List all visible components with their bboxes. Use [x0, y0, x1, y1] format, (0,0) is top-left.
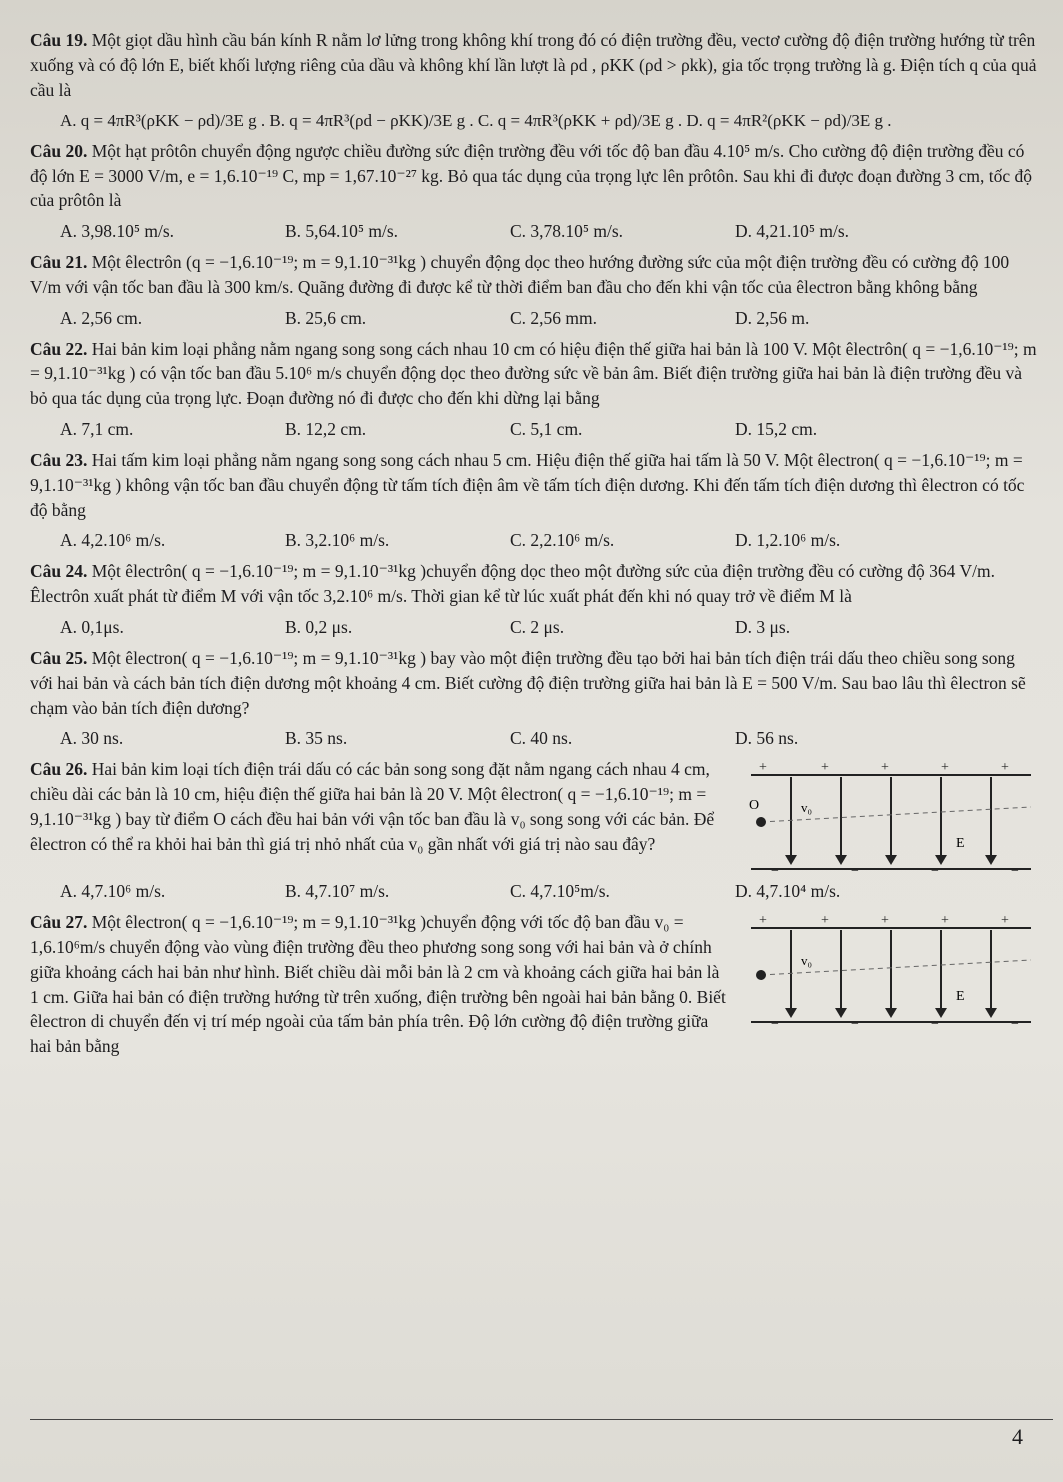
question-25: [30, 646, 1041, 721]
plus-sign: +: [759, 913, 767, 929]
option-c: C. 2 μs.: [510, 617, 565, 637]
question-title: Câu 20.: [30, 140, 88, 161]
plus-sign: +: [759, 760, 767, 776]
plus-sign: +: [941, 913, 949, 929]
option-b: B. 12,2 cm.: [285, 419, 367, 440]
electron-dot: [756, 817, 766, 827]
question-title: Câu 23.: [30, 449, 88, 470]
question-19: [30, 28, 1041, 103]
origin-label: O: [749, 798, 760, 814]
option-b: B. 4,7.10⁷ m/s.: [285, 881, 390, 902]
minus-sign: −: [771, 1017, 779, 1031]
option-d: D. 56 ns.: [735, 728, 799, 749]
minus-sign: −: [851, 1017, 859, 1031]
capacitor-figure-27: [741, 910, 1041, 1030]
question-title: Câu 21.: [30, 252, 88, 273]
question-19-options: A. q = 4πR³(ρKK − ρd)/3E g . B. q = 4πR³(ρd − ρKK)/3E g . C. q = 4πR³(ρKK + ρd)/3E g . D. q = 4πR²(ρKK − ρd)/3E g .: [60, 110, 892, 130]
option-d: D. 2,56 m.: [735, 307, 810, 328]
question-text: Hai bản kim loại tích điện trái dấu có các bản song song đặt nằm ngang cách nhau 4 cm, chiều dài các bản là 10 cm, hiệu điện thế giữa hai bản là 20 V. Một êlectron( q = −1,6.10⁻¹⁹; m = 9,1.10⁻³¹kg ) bay từ điểm O cách đều hai bản với vận tốc ban đầu là v₀ song song với các bản. Để êlectron có thể ra khỏi hai bản thì giá trị nhỏ nhất của v₀ gần nhất với giá trị nào sau đây?: [30, 759, 715, 854]
question-26: [30, 757, 731, 856]
plus-sign: +: [1001, 913, 1009, 929]
option-c: C. 2,2.10⁶ m/s.: [510, 530, 615, 551]
question-title: Câu 24.: [30, 561, 88, 582]
question-24: [30, 559, 1041, 609]
question-title: Câu 27.: [30, 912, 88, 933]
option-b: B. 3,2.10⁶ m/s.: [285, 530, 390, 551]
question-22: [30, 337, 1041, 412]
option-a: A. 3,98.10⁵ m/s.: [60, 221, 175, 242]
electron-dot: [756, 970, 766, 980]
question-text: Một hạt prôtôn chuyển động ngược chiều đường sức điện trường đều với tốc độ ban đầu 4.10⁵ m/s. Cho cường độ điện trường đều có độ lớn E = 3000 V/m, e = 1,6.10⁻¹⁹ C, mp = 1,67.10⁻²⁷ kg. Bỏ qua tác dụng của trọng lực lên prôtôn. Sau khi đi được đoạn đường 3 cm, tốc độ của prôtôn là: [30, 140, 1033, 211]
option-a: A. 4,7.10⁶ m/s.: [60, 881, 166, 902]
option-c: C. 4,7.10⁵m/s.: [510, 881, 610, 902]
option-a: A. 0,1μs.: [60, 617, 124, 637]
option-c: C. 2,56 mm.: [510, 307, 598, 328]
plus-sign: +: [881, 760, 889, 776]
question-20: [30, 139, 1041, 214]
minus-sign: −: [931, 1017, 939, 1031]
option-b: B. 5,64.10⁵ m/s.: [285, 221, 399, 242]
option-d: D. 3 μs.: [735, 617, 791, 637]
option-a: A. 4,2.10⁶ m/s.: [60, 530, 166, 551]
option-b: B. 35 ns.: [285, 728, 348, 749]
plus-sign: +: [941, 760, 949, 776]
options-row: [60, 528, 1041, 553]
field-label: E: [956, 836, 965, 852]
option-b: B. 25,6 cm.: [285, 307, 367, 328]
options-row: [60, 417, 1041, 442]
minus-sign: −: [1011, 864, 1019, 878]
minus-sign: −: [851, 864, 859, 878]
options-row: [60, 219, 1041, 244]
field-label: E: [956, 989, 965, 1005]
minus-sign: −: [1011, 1017, 1019, 1031]
question-text: Một êlectrôn (q = −1,6.10⁻¹⁹; m = 9,1.10⁻³¹kg ) chuyển động dọc theo hướng đường sức của một điện trường đều có cường độ 100 V/m với vận tốc ban đầu là 300 km/s. Quãng đường đi được kể từ thời điểm ban đầu cho đến khi vận tốc của êlectron bằng không bằng: [30, 252, 1010, 297]
question-23: [30, 448, 1041, 523]
option-a: A. 2,56 cm.: [60, 307, 143, 328]
option-c: C. 3,78.10⁵ m/s.: [510, 221, 624, 242]
option-a: A. 7,1 cm.: [60, 419, 134, 440]
option-d: D. 4,21.10⁵ m/s.: [735, 221, 850, 242]
options-row: [60, 726, 1041, 751]
capacitor-figure-26: [741, 757, 1041, 877]
question-text: Một êlectron( q = −1,6.10⁻¹⁹; m = 9,1.10⁻³¹kg ) bay vào một điện trường đều tạo bởi hai bản tích điện trái dấu theo chiều song song với hai bản và cách bản tích điện dương một khoảng 4 cm. Biết cường độ điện trường giữa hai bản là E = 500 V/m. Sau bao lâu thì êlectron sẽ chạm vào bản tích điện dương?: [30, 647, 1026, 718]
question-text: Hai tấm kim loại phẳng nằm ngang song song cách nhau 5 cm. Hiệu điện thế giữa hai tấm là 50 V. Một êlectron( q = −1,6.10⁻¹⁹; m = 9,1.10⁻³¹kg ) không vận tốc ban đầu chuyển động từ tấm tích điện âm về tấm tích điện dương. Khi đến tấm tích điện dương thì êlectron có tốc độ bằng: [30, 449, 1025, 520]
option-b: B. 0,2 μs.: [285, 617, 353, 637]
option-a: A. 30 ns.: [60, 728, 124, 749]
velocity-label: v₀: [801, 953, 813, 969]
question-text: Một êlectron( q = −1,6.10⁻¹⁹; m = 9,1.10⁻³¹kg )chuyển động với tốc độ ban đầu v₀ = 1,6.10⁶m/s chuyển động vào vùng điện trường đều theo phương song song với hai bản và ở chính giữa khoảng cách hai bản như hình. Biết chiều dài mỗi bản là 2 cm và khoảng cách giữa hai bản là 1 cm. Giữa hai bản có điện trường hướng từ trên xuống, điện trường bên ngoài hai bản bằng 0. Biết êlectron di chuyển đến vị trí mép ngoài của tấm bản phía trên. Độ lớn cường độ điện trường giữa hai bản bằng: [30, 912, 726, 1057]
question-text: Một giọt dầu hình cầu bán kính R nằm lơ lửng trong không khí trong đó có điện trường đều, vectơ cường độ điện trường hướng từ trên xuống và có độ lớn E, biết khối lượng riêng của dầu và không khí lần lượt là ρd , ρKK (ρd > ρkk), gia tốc trọng trường là g. Điện tích q của quả cầu là: [30, 30, 1037, 100]
question-title: Câu 19.: [30, 30, 88, 50]
question-title: Câu 26.: [30, 759, 88, 780]
option-d: D. 4,7.10⁴ m/s.: [735, 881, 841, 902]
minus-sign: −: [771, 864, 779, 878]
plus-sign: +: [821, 760, 829, 776]
plus-sign: +: [881, 913, 889, 929]
option-d: D. 15,2 cm.: [735, 419, 818, 440]
question-title: Câu 25.: [30, 647, 88, 668]
plus-sign: +: [1001, 760, 1009, 776]
question-26-block: [30, 757, 1041, 877]
velocity-label: v₀: [801, 800, 813, 816]
option-c: C. 5,1 cm.: [510, 419, 583, 440]
minus-sign: −: [931, 864, 939, 878]
options-row: [60, 306, 1041, 331]
option-d: D. 1,2.10⁶ m/s.: [735, 530, 841, 551]
options-row: [60, 615, 1041, 640]
question-text: Hai bản kim loại phẳng nằm ngang song song cách nhau 10 cm có hiệu điện thế giữa hai bản là 100 V. Một êlectrôn( q = −1,6.10⁻¹⁹; m = 9,1.10⁻³¹kg ) có vận tốc ban đầu 5.10⁶ m/s chuyển động dọc theo đường sức về bản âm. Biết điện trường giữa hai bản là điện trường đều và bỏ qua tác dụng của trọng lực. Đoạn đường nó đi được cho đến khi dừng lại bằng: [30, 338, 1037, 409]
question-27: [30, 910, 731, 1059]
footer-rule: [30, 1419, 1053, 1420]
option-c: C. 40 ns.: [510, 728, 573, 749]
options-row: [60, 879, 1041, 904]
question-text: Một êlectrôn( q = −1,6.10⁻¹⁹; m = 9,1.10⁻³¹kg )chuyển động dọc theo một đường sức của điện trường đều có cường độ 364 V/m. Êlectrôn xuất phát từ điểm M với vận tốc 3,2.10⁶ m/s. Thời gian kể từ lúc xuất phát đến khi nó quay trở về điểm M là: [30, 561, 995, 607]
plus-sign: +: [821, 913, 829, 929]
question-27-block: [30, 910, 1041, 1065]
page-number: 4: [1012, 1423, 1023, 1449]
question-21: [30, 250, 1041, 300]
question-title: Câu 22.: [30, 338, 88, 359]
